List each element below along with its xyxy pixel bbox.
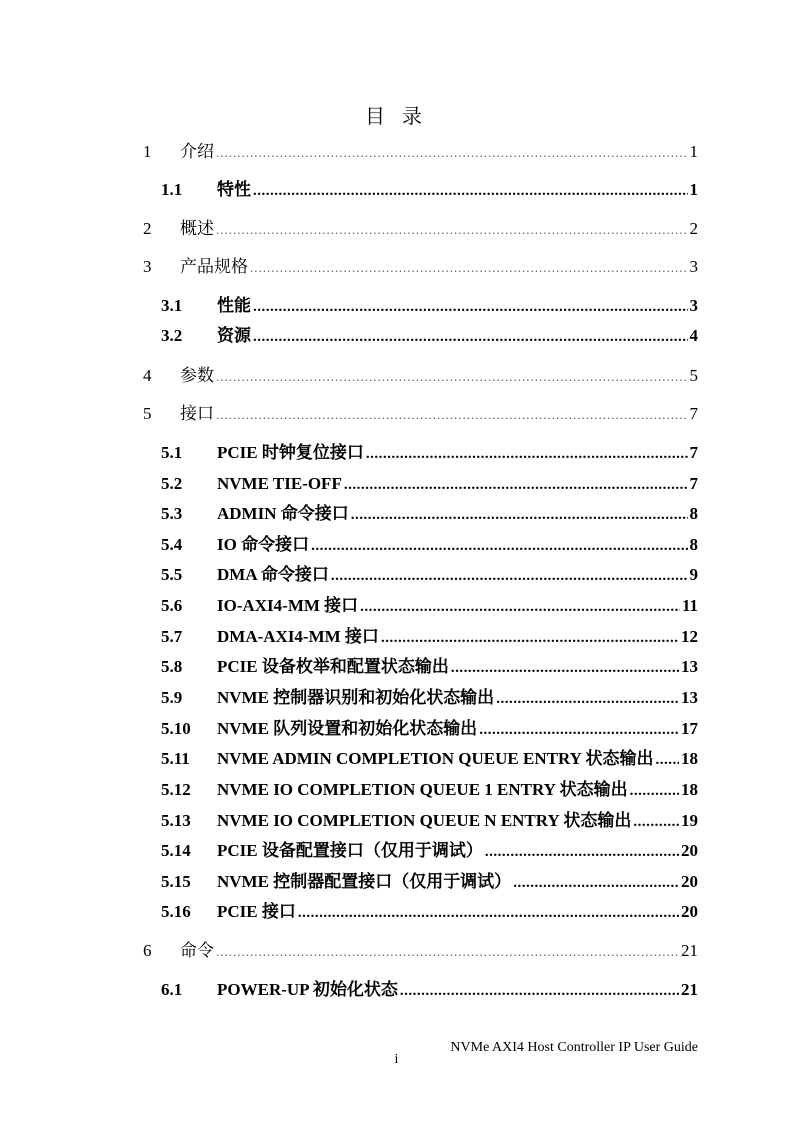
toc-entry-page: 1: [689, 180, 698, 199]
toc-entry-title: 性能: [217, 296, 251, 315]
toc-entry[interactable]: [0, 255, 793, 279]
toc-entry[interactable]: [0, 717, 793, 741]
toc-leader: [381, 626, 679, 650]
toc-entry[interactable]: [0, 178, 793, 202]
toc-entry[interactable]: [0, 594, 793, 618]
toc-entry[interactable]: [0, 217, 793, 241]
toc-entry-number: 3: [143, 257, 152, 276]
toc-entry[interactable]: [0, 140, 793, 164]
toc-entry-title: NVME 队列设置和初始化状态输出: [217, 719, 478, 738]
toc-entry-title: IO 命令接口: [217, 535, 310, 554]
toc-entry-page: 18: [681, 780, 698, 799]
toc-leader: [253, 325, 688, 349]
toc-entry-title: 产品规格: [180, 257, 248, 276]
toc-leader: [360, 595, 680, 619]
toc-leader: [344, 473, 688, 497]
toc-entry-title: NVME 控制器配置接口（仅用于调试）: [217, 872, 512, 891]
toc-entry[interactable]: [0, 978, 793, 1002]
toc-entry-title: NVME IO COMPLETION QUEUE N ENTRY 状态输出: [217, 811, 632, 830]
toc-entry[interactable]: [0, 839, 793, 863]
toc-leader: [253, 295, 688, 319]
toc-entry[interactable]: [0, 364, 793, 388]
toc-entry-page: 20: [681, 872, 698, 891]
toc-entry-page: 13: [681, 688, 698, 707]
toc-entry-title: 特性: [217, 180, 251, 199]
toc-entry-title: 介绍: [180, 142, 214, 161]
toc-entry-number: 5.1: [161, 443, 183, 462]
toc-entry[interactable]: [0, 533, 793, 557]
toc-entry-title: NVME 控制器识别和初始化状态输出: [217, 688, 495, 707]
toc-entry-page: 7: [689, 474, 698, 493]
toc-entry-title: PCIE 设备枚举和配置状态输出: [217, 657, 449, 676]
toc-entry-title: NVME IO COMPLETION QUEUE 1 ENTRY 状态输出: [217, 780, 628, 799]
toc-entry-title: 概述: [180, 219, 214, 238]
toc-leader: [250, 256, 688, 280]
toc-entry-title: PCIE 设备配置接口（仅用于调试）: [217, 841, 483, 860]
toc-leader: [216, 940, 679, 964]
toc-entry-number: 4: [143, 366, 152, 385]
toc-entry-page: 20: [681, 841, 698, 860]
toc-entry-page: 7: [689, 404, 698, 423]
toc-entry-number: 5.10: [161, 719, 191, 738]
toc-entry-title: POWER-UP 初始化状态: [217, 980, 398, 999]
toc-entry-page: 7: [689, 443, 698, 462]
toc-entry-number: 1.1: [161, 180, 183, 199]
footer-doc-title: NVMe AXI4 Host Controller IP User Guide: [450, 1040, 698, 1055]
toc-entry-number: 6: [143, 941, 152, 960]
toc-entry-page: 8: [689, 535, 698, 554]
toc-entry-number: 5.4: [161, 535, 183, 554]
toc-entry-number: 2: [143, 219, 152, 238]
toc-leader: [630, 779, 679, 803]
toc-entry-page: 4: [689, 326, 698, 345]
toc-leader: [331, 564, 688, 588]
toc-entry-number: 5.14: [161, 841, 191, 860]
toc-leader: [216, 403, 688, 427]
toc-entry-number: 5.13: [161, 811, 191, 830]
toc-entry-number: 6.1: [161, 980, 183, 999]
toc-entry-title: PCIE 接口: [217, 902, 296, 921]
toc-entry-number: 5.5: [161, 565, 183, 584]
toc-entry-number: 5.11: [161, 749, 190, 768]
toc-leader: [216, 218, 688, 242]
toc-entry-title: DMA-AXI4-MM 接口: [217, 627, 379, 646]
toc-entry-number: 3.2: [161, 326, 183, 345]
toc-leader: [451, 656, 679, 680]
toc-entry-title: ADMIN 命令接口: [217, 504, 349, 523]
toc-leader: [485, 840, 679, 864]
toc-entry-number: 3.1: [161, 296, 183, 315]
toc-leader: [400, 979, 679, 1003]
toc-entry[interactable]: [0, 563, 793, 587]
toc-entry-number: 5.9: [161, 688, 183, 707]
toc-leader: [656, 748, 679, 772]
toc-entry-number: 5: [143, 404, 152, 423]
toc-entry-page: 3: [689, 257, 698, 276]
toc-entry[interactable]: [0, 472, 793, 496]
toc-entry[interactable]: [0, 502, 793, 526]
toc-leader: [216, 141, 688, 165]
toc-entry[interactable]: [0, 402, 793, 426]
toc-entry-title: 命令: [180, 941, 214, 960]
toc-entry[interactable]: [0, 870, 793, 894]
toc-leader: [311, 534, 687, 558]
toc-entry[interactable]: [0, 686, 793, 710]
toc-entry-page: 11: [681, 596, 698, 615]
toc-entry[interactable]: [0, 441, 793, 465]
toc-leader: [366, 442, 688, 466]
toc-entry[interactable]: [0, 939, 793, 963]
toc-entry-page: 21: [681, 941, 698, 960]
toc-entry-page: 12: [681, 627, 698, 646]
toc-entry[interactable]: [0, 655, 793, 679]
toc-entry[interactable]: [0, 747, 793, 771]
toc-entry-number: 5.8: [161, 657, 183, 676]
toc-entry-page: 17: [681, 719, 698, 738]
toc-entry-title: 接口: [180, 404, 214, 423]
toc-entry-page: 2: [689, 219, 698, 238]
toc-entry-page: 18: [681, 749, 698, 768]
toc-entry[interactable]: [0, 324, 793, 348]
toc-leader: [633, 810, 679, 834]
toc-leader: [253, 179, 688, 203]
toc-entry-page: 3: [689, 296, 698, 315]
toc-entry-number: 5.6: [161, 596, 183, 615]
toc-entry-number: 5.16: [161, 902, 191, 921]
toc-entry-page: 20: [681, 902, 698, 921]
toc-entry-title: DMA 命令接口: [217, 565, 329, 584]
toc-entry-page: 21: [681, 980, 698, 999]
toc-leader: [513, 871, 679, 895]
toc-entry-number: 5.15: [161, 872, 191, 891]
page-title: 目 录: [365, 106, 428, 128]
toc-entry-page: 1: [689, 142, 698, 161]
toc-entry-title: NVME TIE-OFF: [217, 474, 342, 493]
toc-entry-title: PCIE 时钟复位接口: [217, 443, 364, 462]
toc-leader: [479, 718, 679, 742]
page-number: i: [394, 1052, 399, 1067]
toc-leader: [496, 687, 679, 711]
toc-entry-page: 19: [681, 811, 698, 830]
toc-entry[interactable]: [0, 625, 793, 649]
toc-entry-page: 13: [681, 657, 698, 676]
toc-leader: [298, 901, 679, 925]
toc-entry[interactable]: [0, 900, 793, 924]
toc-entry-page: 5: [689, 366, 698, 385]
toc-entry-page: 8: [689, 504, 698, 523]
toc-entry[interactable]: [0, 809, 793, 833]
toc-entry-title: NVME ADMIN COMPLETION QUEUE ENTRY 状态输出: [217, 749, 654, 768]
toc-entry-number: 5.2: [161, 474, 183, 493]
toc-leader: [351, 503, 688, 527]
toc-entry-page: 9: [689, 565, 698, 584]
toc-entry[interactable]: [0, 294, 793, 318]
toc-entry-title: 参数: [180, 366, 214, 385]
toc-leader: [216, 365, 688, 389]
toc-entry[interactable]: [0, 778, 793, 802]
toc-entry-title: IO-AXI4-MM 接口: [217, 596, 359, 615]
toc-entry-number: 5.3: [161, 504, 183, 523]
toc-entry-number: 5.7: [161, 627, 183, 646]
toc-entry-number: 1: [143, 142, 152, 161]
toc-entry-title: 资源: [217, 326, 251, 345]
toc-entry-number: 5.12: [161, 780, 191, 799]
